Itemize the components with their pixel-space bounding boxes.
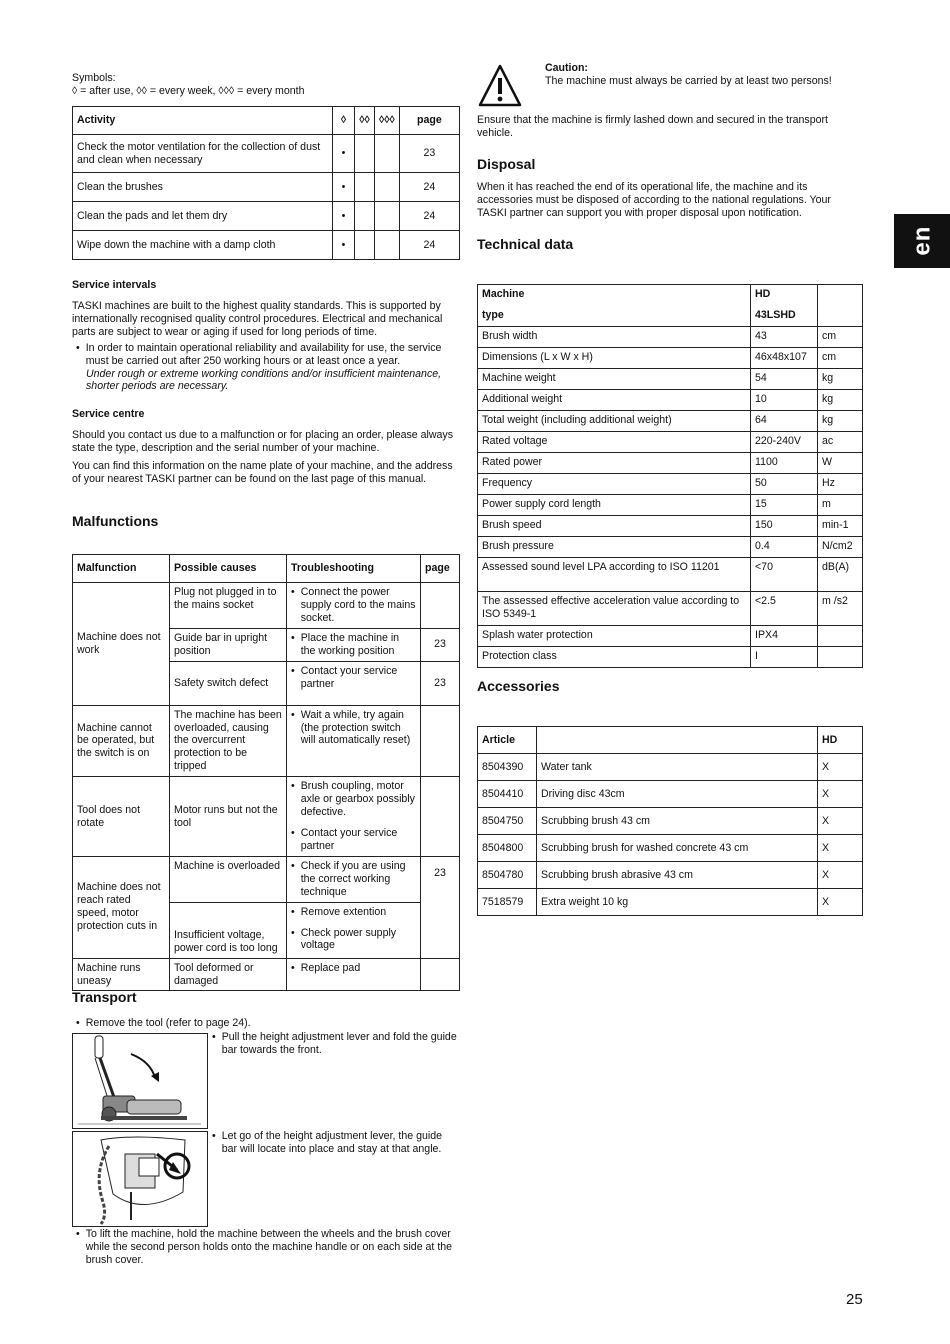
table-row: Clean the brushes • 24: [73, 173, 460, 202]
table-row: Clean the pads and let them dry • 24: [73, 202, 460, 231]
table-row: Machine does not work Plug not plugged in to the mains socket • Connect the power supply cord to the mains socket.: [73, 583, 460, 629]
header-after-use: ◊: [333, 107, 355, 135]
table-row: Frequency 50 Hz: [478, 474, 863, 495]
accessories-table: Article HD 8504390 Water tank X 8504410 Driving disc 43cm X 8504750 Scrubbing brush 43 cm X 8504800 Scrubbing brush for washed concrete 43 cm X 8504780 Scrubbing brush abrasive 43 cm X 7518579 Extra weight 10 kg X: [477, 726, 863, 916]
table-row: Machine runs uneasy Tool deformed or damaged • Replace pad: [73, 958, 460, 991]
transport-step-2: • Pull the height adjustment lever and fold the guide bar towards the front.: [212, 1031, 457, 1056]
table-row: Total weight (including additional weight) 64 kg: [478, 411, 863, 432]
table-row: 8504390 Water tank X: [478, 754, 863, 781]
disposal-text: When it has reached the end of its operational life, the machine and its accessories must be disposed of according to the national regulations. Your TASKI partner can support you with proper disposal upon notification.: [477, 181, 831, 219]
table-row: 8504800 Scrubbing brush for washed concrete 43 cm X: [478, 835, 863, 862]
maintenance-table: [72, 106, 460, 260]
lashing-text: Ensure that the machine is firmly lashed down and secured in the transport vehicle.: [477, 114, 828, 139]
table-row: Machine does not reach rated speed, motor protection cuts in Machine is overloaded • Check if you are using the correct working technique 23: [73, 856, 460, 902]
folding-machine-icon: [73, 1034, 207, 1128]
table-row: 8504750 Scrubbing brush 43 cm X: [478, 808, 863, 835]
service-intervals-title: Service intervals: [72, 279, 157, 291]
language-tab: en: [894, 214, 950, 268]
transport-step-4: • To lift the machine, hold the machine between the wheels and the brush cover while the second person holds onto the machine handle or on each side at the brush cover.: [76, 1228, 453, 1266]
service-intervals-note: Under rough or extreme working conditions and/or insufficient maintenance, shorter periods are necessary.: [86, 367, 442, 393]
malfunctions-table: Malfunction Possible causes Troubleshooting page Machine does not work Plug not plugged in to the mains socket • Connect the power supply cord to the mains socket. Guide bar in upright position • Place the machine in the working position 23 Safety switch defect • Contact your service partner 23 Machine cannot be operated, but the switch is on The machine has been overloaded, causing the overcurrent protection to be tripped • Wait a while, try again (the protection switch will automatically reset) Tool does not rotate Motor runs but not the tool • Brush coupling, motor axle or gearbox possibly defective. • Contact your service partner Machine does not reach rated speed, motor protection cuts in Machine is overloaded • Check if you are using the correct working technique 23 Insufficient voltage, power cord is too long • Remove extention • Check power supply voltage Machine runs uneasy Tool deformed or damaged • Replace pad: [72, 554, 460, 991]
table-row: Rated power 1100 W: [478, 453, 863, 474]
service-centre-text-1: Should you contact us due to a malfunction or for placing an order, please always state the type, description and the serial number of your machine.: [72, 428, 454, 454]
technical-data-title: Technical data: [477, 236, 574, 252]
table-row: Power supply cord length 15 m: [478, 495, 863, 516]
table-row: Guide bar in upright position • Place the machine in the working position 23: [73, 628, 460, 661]
header-page: page: [399, 107, 459, 135]
table-row: Dimensions (L x W x H) 46x48x107 cm: [478, 348, 863, 369]
table-row: Brush speed 150 min-1: [478, 516, 863, 537]
header-weekly: ◊◊: [355, 107, 375, 135]
page-number: 25: [846, 1291, 863, 1308]
transport-step-1: • Remove the tool (refer to page 24).: [76, 1017, 251, 1029]
table-row: Wipe down the machine with a damp cloth • 24: [73, 231, 460, 260]
transport-illustration-1: [72, 1033, 208, 1129]
transport-illustration-2: [72, 1131, 208, 1227]
table-row: Brush width 43 cm: [478, 327, 863, 348]
symbols-text: ◊ = after use, ◊◊ = every week, ◊◊◊ = every month: [72, 84, 305, 97]
malfunctions-title: Malfunctions: [72, 513, 159, 529]
service-intervals-bullet: • In order to maintain operational reliability and availability for use, the service must be carried out after 250 working hours or at least once a year.: [76, 341, 442, 367]
table-row: Machine cannot be operated, but the switch is on The machine has been overloaded, causing the overcurrent protection to be tripped • Wait a while, try again (the protection switch will automatically reset): [73, 705, 460, 777]
service-centre-title: Service centre: [72, 408, 145, 420]
service-centre-text-2: You can find this information on the name plate of your machine, and the address of your nearest TASKI partner can be found on the last page of this manual.: [72, 459, 453, 485]
caution-box: [545, 62, 875, 88]
symbols-legend: [72, 72, 305, 98]
table-row: Brush pressure 0.4 N/cm2: [478, 537, 863, 558]
table-row: Additional weight 10 kg: [478, 390, 863, 411]
table-row: Machine weight 54 kg: [478, 369, 863, 390]
disposal-title: Disposal: [477, 156, 536, 172]
table-row: Tool does not rotate Motor runs but not the tool • Brush coupling, motor axle or gearbox possibly defective. • Contact your service partner: [73, 777, 460, 857]
caution-text: The machine must always be carried by at least two persons!: [545, 74, 832, 87]
caution-title: Caution:: [545, 62, 588, 74]
table-row: Safety switch defect • Contact your service partner 23: [73, 661, 460, 705]
transport-title: Transport: [72, 989, 137, 1005]
table-row: The assessed effective acceleration value according to ISO 5349-1 <2.5 m /s2: [478, 592, 863, 626]
header-monthly: ◊◊◊: [375, 107, 400, 135]
service-intervals-text: TASKI machines are built to the highest quality standards. This is supported by internationally recognised quality control procedures. Electrical and mechanical parts are subject to wear or aging if used for long periods of time.: [72, 299, 443, 338]
service-centre-section: [72, 408, 460, 486]
table-row: Protection class I: [478, 647, 863, 668]
warning-triangle-icon: [478, 64, 522, 108]
header-activity: Activity: [73, 107, 333, 135]
accessories-title: Accessories: [477, 678, 560, 694]
table-row: Assessed sound level LPA according to ISO 11201 <70 dB(A): [478, 558, 863, 592]
height-lever-icon: [73, 1132, 207, 1226]
table-row: Check the motor ventilation for the collection of dust and clean when necessary • 23: [73, 135, 460, 173]
table-row: Rated voltage 220-240V ac: [478, 432, 863, 453]
transport-step-3: • Let go of the height adjustment lever, the guide bar will locate into place and stay at that angle.: [212, 1130, 442, 1155]
technical-data-table: Machine type HD 43LSHD Brush width 43 cm Dimensions (L x W x H) 46x48x107 cm Machine weight 54 kg Additional weight 10 kg Total weight (including additional weight) 64 kg Rated voltage 220-240V ac Rated power 1100 W Frequency 50 Hz Power supply cord length 15 m Brush speed 150 min-1 Brush pressure 0.4 N/cm2 Assessed sound level LPA according to ISO 11201 <70 dB(A) The assessed effective acceleration value according to ISO 5349-1 <2.5 m /s2 Splash water protection IPX4 Protection class I: [477, 284, 863, 668]
table-row: 8504410 Driving disc 43cm X: [478, 781, 863, 808]
table-row: 8504780 Scrubbing brush abrasive 43 cm X: [478, 862, 863, 889]
table-row: Insufficient voltage, power cord is too long • Remove extention • Check power supply voltage: [73, 902, 460, 958]
table-row: Splash water protection IPX4: [478, 626, 863, 647]
symbols-title: Symbols:: [72, 72, 116, 84]
service-intervals-section: [72, 279, 460, 393]
table-row: 7518579 Extra weight 10 kg X: [478, 889, 863, 916]
